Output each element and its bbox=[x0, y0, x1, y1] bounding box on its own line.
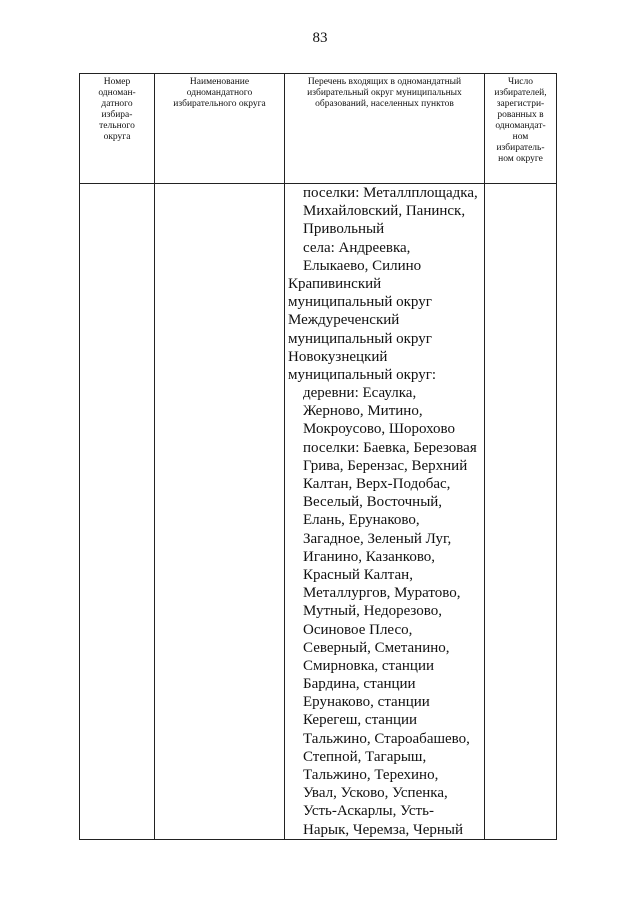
list-item: Красный Калтан, bbox=[303, 566, 413, 583]
list-item: Михайловский, Панинск, bbox=[303, 203, 466, 220]
list-item: Бардина, станции bbox=[303, 676, 416, 693]
list-item: Ерунаково, станции bbox=[303, 694, 430, 711]
list-item: Усть-Аскарлы, Усть- bbox=[303, 803, 434, 820]
header-line: избирательного округа bbox=[173, 99, 266, 109]
list-item: деревни: Есаулка, bbox=[303, 385, 417, 402]
list-item: Северный, Сметанино, bbox=[303, 639, 450, 656]
list-item: Новокузнецкий bbox=[288, 348, 388, 365]
list-item: Калтан, Верх-Подобас, bbox=[303, 476, 451, 492]
cell-district-name bbox=[155, 184, 285, 840]
list-item: муниципальный округ bbox=[288, 330, 432, 347]
list-item: Тальжино, Терехино, bbox=[303, 767, 439, 783]
list-item: Крапивинский bbox=[288, 275, 382, 292]
header-line: тельного bbox=[99, 121, 135, 131]
header-line: одномандатного bbox=[186, 88, 253, 98]
list-item: Елань, Ерунаково, bbox=[303, 512, 420, 529]
page-number: 83 bbox=[312, 30, 328, 46]
list-item: поселки: Металлплощадка, bbox=[303, 185, 478, 201]
list-item: Мокроусово, Шорохово bbox=[303, 421, 455, 438]
header-line: рованных в bbox=[497, 110, 544, 120]
list-item: Привольный bbox=[303, 221, 385, 238]
list-item: поселки: Баевка, Березовая bbox=[303, 439, 477, 456]
header-line: одноман- bbox=[98, 88, 136, 98]
list-item: муниципальный округ bbox=[288, 294, 432, 311]
list-item: Иганино, Казанково, bbox=[303, 548, 436, 565]
header-line: избира- bbox=[101, 110, 133, 120]
list-item: Веселый, Восточный, bbox=[303, 494, 443, 511]
header-line: ном округе bbox=[498, 154, 543, 164]
cell-voter-count bbox=[485, 184, 557, 840]
header-district-name bbox=[155, 74, 285, 184]
header-line: образований, населенных пунктов bbox=[315, 99, 454, 109]
list-item: Грива, Берензас, Верхний bbox=[303, 457, 468, 474]
list-item: села: Андреевка, bbox=[303, 239, 411, 256]
header-line: Перечень входящих в одномандатный bbox=[307, 77, 462, 87]
header-line: датного bbox=[101, 99, 133, 109]
cell-settlements bbox=[285, 184, 485, 840]
list-item: муниципальный округ: bbox=[288, 366, 437, 383]
header-line: округа bbox=[103, 132, 131, 142]
header-line: одномандат- bbox=[495, 121, 546, 131]
list-item: Мутный, Недорезово, bbox=[303, 603, 442, 620]
header-voter-count bbox=[485, 74, 557, 184]
list-item: Увал, Усково, Успенка, bbox=[303, 785, 448, 802]
header-line: зарегистри- bbox=[496, 99, 545, 109]
list-item: Осиновое Плесо, bbox=[303, 621, 413, 638]
header-line: Число bbox=[508, 77, 533, 87]
list-item: Тальжино, Староабашево, bbox=[303, 730, 470, 747]
list-item: Степной, Тагарыш, bbox=[303, 748, 427, 765]
list-item: Междуреченский bbox=[288, 312, 400, 329]
districts-table bbox=[79, 73, 557, 840]
header-line: избиратель- bbox=[496, 143, 545, 153]
list-item: Загадное, Зеленый Луг, bbox=[303, 530, 452, 547]
list-item: Жерново, Митино, bbox=[303, 403, 423, 420]
header-line: избирательный округ муниципальных bbox=[307, 88, 462, 98]
header-settlements-list bbox=[285, 74, 485, 184]
list-item: Металлургов, Муратово, bbox=[303, 585, 461, 602]
header-line: Наименование bbox=[189, 77, 250, 87]
header-district-number bbox=[80, 74, 155, 184]
header-line: избирателей, bbox=[494, 88, 547, 98]
list-item: Елыкаево, Силино bbox=[303, 257, 422, 274]
table-header-row bbox=[80, 74, 557, 184]
table-row bbox=[80, 184, 557, 840]
list-item: Нарык, Черемза, Черный bbox=[303, 821, 464, 838]
list-item: Смирновка, станции bbox=[303, 657, 435, 674]
cell-district-number bbox=[80, 184, 155, 840]
list-item: Керегеш, станции bbox=[303, 712, 418, 729]
header-line: ном bbox=[512, 132, 529, 142]
header-line: Номер bbox=[103, 77, 131, 87]
